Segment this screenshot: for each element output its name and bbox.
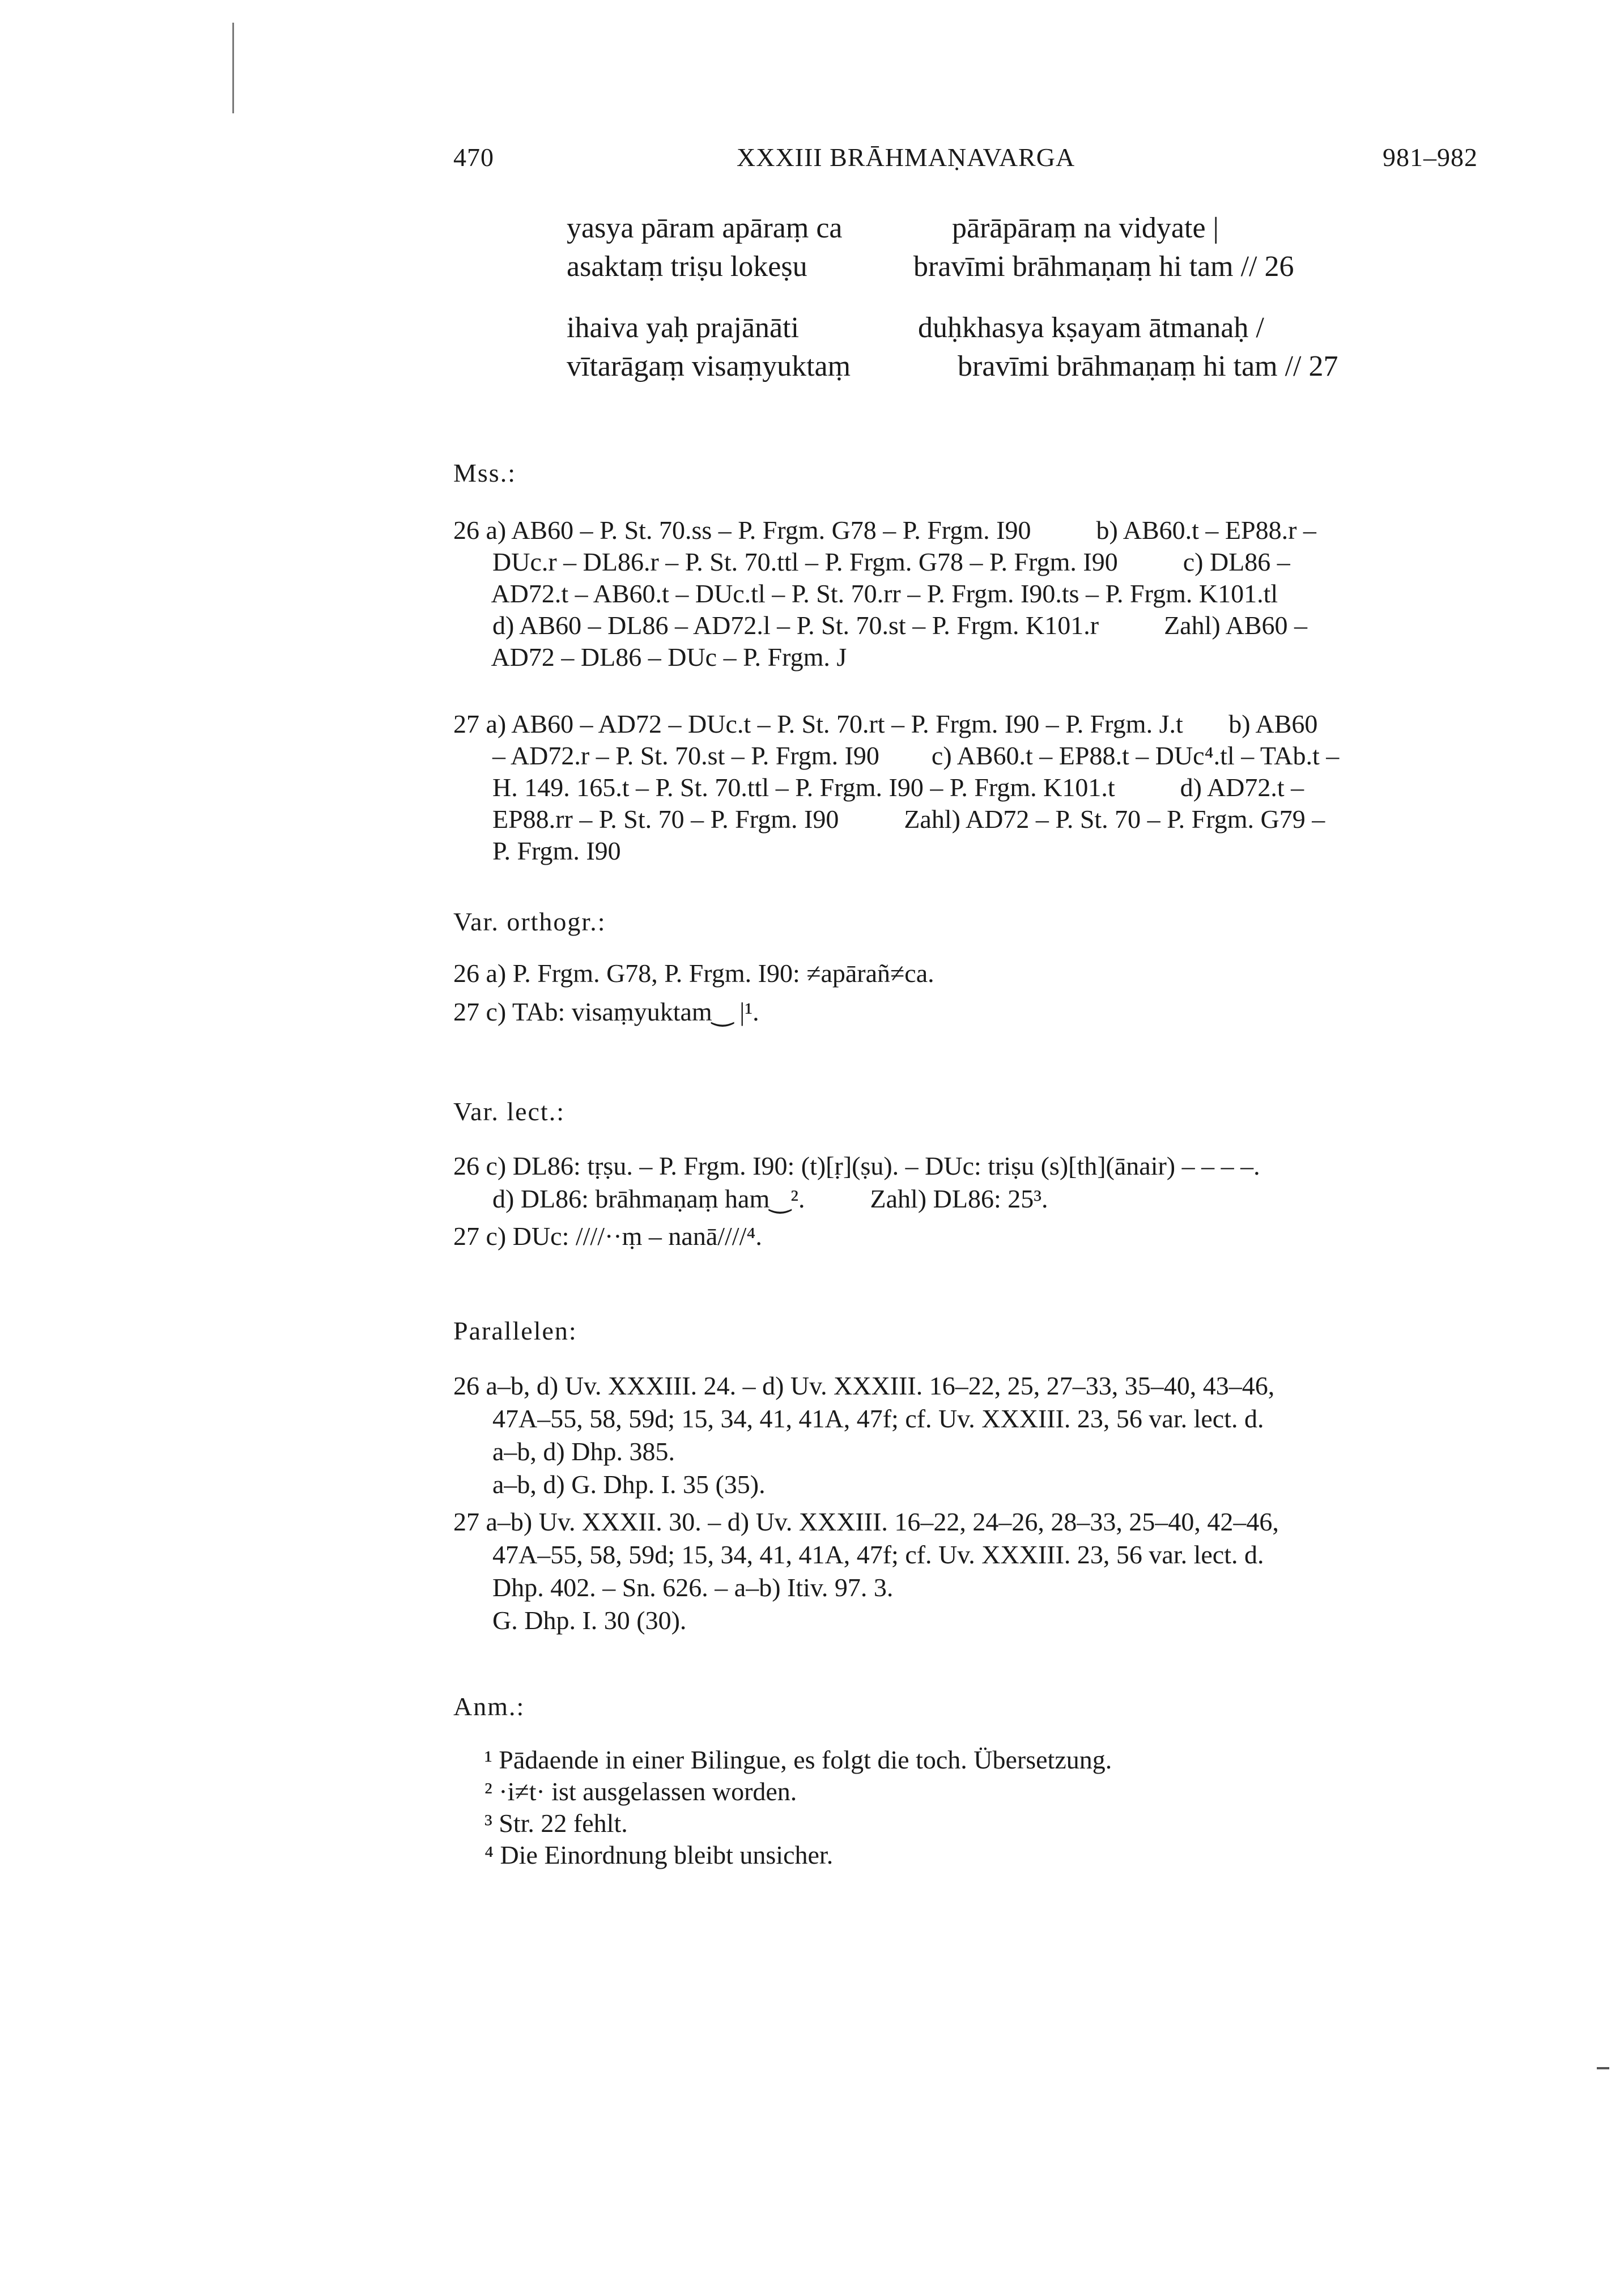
mss-lines-line: 26 a) AB60 – P. St. 70.ss – P. Frgm. G78 – P. Frgm. I90 b) AB60.t – EP88.r – — [453, 516, 1316, 545]
verse-line: bravīmi brāhmaṇaṃ hi tam // 27 — [958, 350, 1338, 382]
anm-lines-line: ⁴ Die Einordnung bleibt unsicher. — [484, 1840, 834, 1869]
verse-line: vītarāgaṃ visaṃyuktaṃ — [567, 350, 851, 382]
margin-mark — [232, 23, 234, 113]
mss-lines-line: DUc.r – DL86.r – P. St. 70.ttl – P. Frgm. G78 – P. Frgm. I90 c) DL86 – — [453, 547, 1290, 576]
mss-lines-line: AD72.t – AB60.t – DUc.tl – P. St. 70.rr – P. Frgm. I90.ts – P. Frgm. K101.tl — [453, 579, 1278, 608]
verse-line: bravīmi brāhmaṇaṃ hi tam // 26 — [913, 250, 1294, 283]
parallelen-lines-line: 26 a–b, d) Uv. XXXIII. 24. – d) Uv. XXXIII. 16–22, 25, 27–33, 35–40, 43–46, — [453, 1371, 1275, 1400]
page-number: 470 — [453, 143, 494, 172]
margin-mark — [1597, 2067, 1609, 2069]
anm-lines-line: ³ Str. 22 fehlt. — [484, 1809, 628, 1838]
parallelen-lines-line: 47A–55, 58, 59d; 15, 34, 41, 41A, 47f; cf. Uv. XXXIII. 23, 56 var. lect. d. — [453, 1540, 1264, 1569]
mss-lines-line: AD72 – DL86 – DUc – P. Frgm. J — [453, 643, 847, 671]
anm-lines-line: ² ·i≠t· ist ausgelassen worden. — [484, 1777, 797, 1806]
section-anm: Anm.: — [453, 1692, 525, 1721]
running-title: XXXIII BRĀHMAṆAVARGA — [737, 143, 1075, 172]
mss-lines-line: H. 149. 165.t – P. St. 70.ttl – P. Frgm. I90 – P. Frgm. K101.t d) AD72.t – — [453, 773, 1304, 802]
verse-line: ihaiva yaḥ prajānāti — [567, 312, 800, 344]
parallelen-lines-line: a–b, d) G. Dhp. I. 35 (35). — [453, 1470, 766, 1499]
section-parallelen: Parallelen: — [453, 1316, 577, 1345]
mss-lines-line: 27 a) AB60 – AD72 – DUc.t – P. St. 70.rt – P. Frgm. I90 – P. Frgm. J.t b) AB60 — [453, 709, 1318, 738]
var-lect-lines-line: 27 c) DUc: ////··ṃ – nanā////⁴. — [453, 1222, 762, 1251]
parallelen-lines-line: G. Dhp. I. 30 (30). — [453, 1606, 687, 1635]
verse-range: 981–982 — [1383, 143, 1478, 172]
mss-lines-line: – AD72.r – P. St. 70.st – P. Frgm. I90 c) AB60.t – EP88.t – DUc⁴.tl – TAb.t – — [453, 741, 1340, 770]
parallelen-lines-line: 27 a–b) Uv. XXXII. 30. – d) Uv. XXXIII. 16–22, 24–26, 28–33, 25–40, 42–46, — [453, 1507, 1279, 1536]
anm-lines-line: ¹ Pādaende in einer Bilingue, es folgt die toch. Übersetzung. — [484, 1745, 1112, 1774]
verse-line: yasya pāram apāraṃ ca — [567, 212, 843, 244]
section-var-orthogr: Var. orthogr.: — [453, 907, 606, 936]
parallelen-lines-line: a–b, d) Dhp. 385. — [453, 1437, 675, 1466]
verse-line: asaktaṃ triṣu lokeṣu — [567, 250, 807, 283]
section-mss: Mss.: — [453, 458, 516, 487]
parallelen-lines-line: Dhp. 402. – Sn. 626. – a–b) Itiv. 97. 3. — [453, 1573, 894, 1602]
verse-line: pārāpāraṃ na vidyate | — [952, 212, 1219, 244]
mss-lines-line: d) AB60 – DL86 – AD72.l – P. St. 70.st – P. Frgm. K101.r Zahl) AB60 – — [453, 611, 1308, 640]
mss-lines-line: EP88.rr – P. St. 70 – P. Frgm. I90 Zahl) AD72 – P. St. 70 – P. Frgm. G79 – — [453, 805, 1325, 834]
var-orth-lines-line: 27 c) TAb: visaṃyuktam‿ |¹. — [453, 997, 759, 1026]
var-orth-lines-line: 26 a) P. Frgm. G78, P. Frgm. I90: ≠apārañ≠ca. — [453, 959, 934, 988]
verse-line: duḥkhasya kṣayam ātmanaḥ / — [918, 312, 1264, 344]
var-lect-lines-line: d) DL86: brāhmaṇaṃ ham‿². Zahl) DL86: 25³. — [453, 1184, 1048, 1213]
parallelen-lines-line: 47A–55, 58, 59d; 15, 34, 41, 41A, 47f; cf. Uv. XXXIII. 23, 56 var. lect. d. — [453, 1404, 1264, 1433]
mss-lines-line: P. Frgm. I90 — [453, 836, 621, 865]
var-lect-lines-line: 26 c) DL86: tṛṣu. – P. Frgm. I90: (t)[ṛ](ṣu). – DUc: triṣu (s)[th](ānair) – – – –. — [453, 1151, 1260, 1180]
section-var-lect: Var. lect.: — [453, 1097, 565, 1126]
